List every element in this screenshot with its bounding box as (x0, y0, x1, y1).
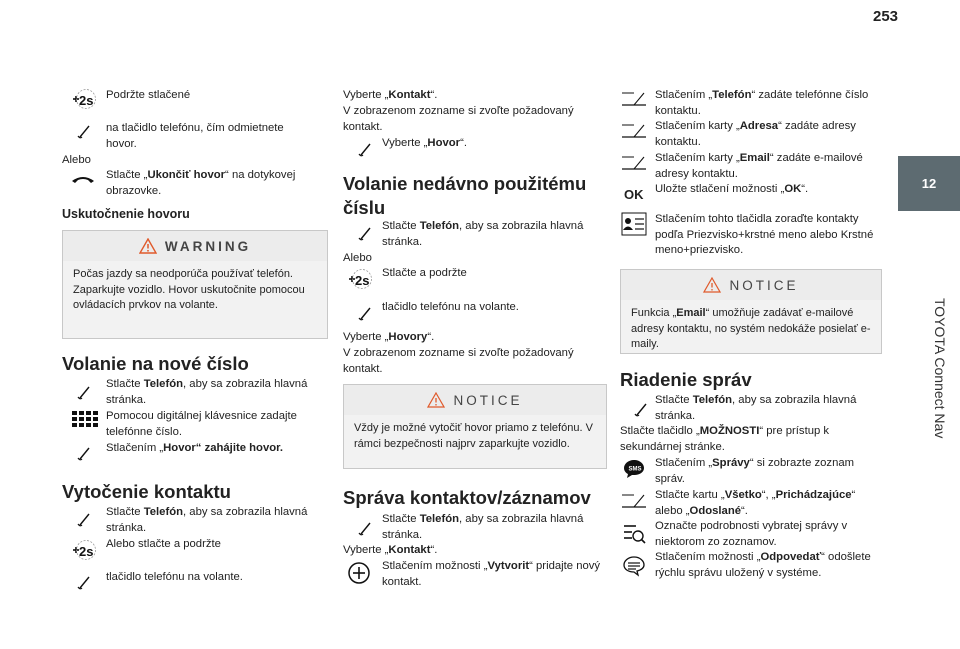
notice-icon (703, 277, 721, 293)
col2-line-2: V zobrazenom zozname si zvoľte požadovaný kontakt. (343, 105, 574, 133)
notice-text-2: Funkcia „Email“ umožňuje zadávať e-mailové adresy kontaktu, no systém nedokáže posielať e-maily. (631, 307, 871, 350)
sort-contacts-icon (621, 212, 647, 236)
col2-line-1: Vyberte „Kontakt“. (343, 89, 438, 101)
finger-tap-icon (76, 444, 94, 462)
contact-step-3: tlačidlo telefónu na volante. (106, 571, 243, 583)
section-heading-manage: Správa kontaktov/záznamov (343, 487, 591, 508)
col3-step-ok: Uložte stlačení možnosti „OK“. (655, 183, 809, 195)
recent-step-2: Stlačte a podržte (382, 267, 467, 279)
notice-box-2 (620, 269, 882, 354)
chapter-tab[interactable]: 12 (898, 156, 960, 211)
notice-icon (427, 392, 445, 408)
section-heading-call: Uskutočnenie hovoru (62, 207, 190, 221)
svg-text:2s: 2s (79, 93, 94, 108)
svg-text:2s: 2s (355, 273, 370, 288)
section-heading-messages: Riadenie správ (620, 369, 752, 390)
warning-header: WARNING (63, 231, 327, 261)
alebo-label: Alebo (62, 154, 91, 166)
svg-text:2s: 2s (79, 544, 94, 559)
finger-tap-icon (76, 510, 94, 528)
contact-step-1: Stlačte Telefón, aby sa zobrazila hlavná stránka. (106, 506, 308, 534)
finger-tap-icon (633, 400, 651, 418)
add-contact-icon (347, 561, 371, 585)
msg-step-4: Stlačte kartu „Všetko“, „Prichádzajúce“ alebo „Odoslané“. (655, 489, 856, 517)
recent-line-4: Vyberte „Hovory“. (343, 331, 435, 343)
notice-header-2: NOTICE (621, 270, 881, 300)
col3-step-email: Stlačením karty „Email“ zadáte e-mailové adresy kontaktu. (655, 152, 863, 180)
edit-field-icon (620, 89, 648, 109)
steering-phone-icon (76, 122, 94, 140)
warning-text: Počas jazdy sa neodporúča používať telefón. Zaparkujte vozidlo. Hovor uskutočnite pomocou ovládacích prvkov na volante. (73, 268, 305, 311)
svg-text:SMS: SMS (628, 466, 642, 473)
edit-field-icon (620, 121, 648, 141)
sort-text: Stlačením tohto tlačidla zoraďte kontakty podľa Priezvisko+krstné meno alebo Krstné meno+priezvisko. (655, 213, 874, 257)
chapter-title: TOYOTA Connect Nav (932, 298, 948, 439)
msg-step-5: Označte podrobnosti vybratej správy v niektorom zo zoznamov. (655, 520, 848, 548)
ok-icon: OK (624, 187, 644, 202)
steering-text: na tlačidlo telefónu, čím odmietnete hovor. (106, 122, 284, 150)
warning-icon (139, 238, 157, 254)
finger-tap-icon (357, 140, 375, 158)
section-heading-recent: Volanie nedávno použitému číslu (343, 173, 587, 218)
recent-step-3: tlačidlo telefónu na volante. (382, 301, 519, 313)
notice-header: NOTICE (344, 385, 606, 415)
recent-step-1: Stlačte Telefón, aby sa zobrazila hlavná stránka. (382, 220, 584, 248)
msg-step-1: Stlačte Telefón, aby sa zobrazila hlavná stránka. (655, 394, 857, 422)
new-step-2: Pomocou digitálnej klávesnice zadajte telefónne číslo. (106, 410, 297, 438)
steering-phone-icon (357, 304, 375, 322)
msg-step-6: Stlačením možnosti „Odpovedať“ odošlete rýchlu správu uložený v systéme. (655, 551, 871, 579)
msg-line-2: Stlačte tlačidlo „MOŽNOSTI“ pre prístup k sekundárnej stránke. (620, 425, 830, 453)
page-number: 253 (873, 8, 899, 25)
notice-text-1: Vždy je možné vytočiť hovor priamo z telefónu. V rámci bezpečnosti najprv zaparkujte vozidlo. (354, 422, 593, 450)
manage-line-2: Vyberte „Kontakt“. (343, 544, 438, 556)
manage-step-1: Stlačte Telefón, aby sa zobrazila hlavná stránka. (382, 513, 584, 541)
finger-tap-icon (357, 519, 375, 537)
notice-box-1 (343, 384, 607, 469)
manage-step-3: Stlačením možnosti „Vytvorit“ pridajte nový kontakt. (382, 560, 601, 588)
new-step-3: Stlačením „Hovor“ zahájite hovor. (106, 442, 284, 454)
alebo-label-2: Alebo (343, 252, 372, 264)
message-details-icon (622, 522, 646, 546)
col2-line-3: Vyberte „Hovor“. (382, 137, 467, 149)
phone-hold-icon (70, 88, 98, 110)
hang-up-icon (70, 172, 96, 186)
warning-box (62, 230, 328, 339)
keypad-icon (72, 411, 98, 427)
sms-icon (622, 458, 646, 480)
section-heading-new-number: Volanie na nové číslo (62, 353, 249, 374)
edit-field-icon (620, 153, 648, 173)
contact-step-2: Alebo stlačte a podržte (106, 538, 221, 550)
end-call-text: Stlačte „Ukončiť hovor“ na dotykovej obrazovke. (106, 169, 296, 197)
quick-reply-icon (622, 555, 646, 577)
col3-step-sort (655, 212, 880, 259)
finger-tap-icon (357, 224, 375, 242)
new-step-1: Stlačte Telefón, aby sa zobrazila hlavná stránka. (106, 378, 308, 406)
phone-hold-icon (346, 268, 374, 290)
phone-hold-icon (70, 539, 98, 561)
hold-text: Podržte stlačené (106, 89, 191, 101)
section-heading-contact: Vytočenie kontaktu (62, 481, 231, 502)
col3-step-address: Stlačením karty „Adresa“ zadáte adresy kontaktu. (655, 120, 856, 148)
recent-line-5: V zobrazenom zozname si zvoľte požadovaný kontakt. (343, 347, 574, 375)
col3-step-phone: Stlačením „Telefón“ zadáte telefónne číslo kontaktu. (655, 89, 869, 117)
msg-step-3: Stlačením „Správy“ si zobrazte zoznam správ. (655, 457, 855, 485)
steering-phone-icon (76, 573, 94, 591)
edit-field-icon (620, 491, 648, 511)
finger-tap-icon (76, 383, 94, 401)
